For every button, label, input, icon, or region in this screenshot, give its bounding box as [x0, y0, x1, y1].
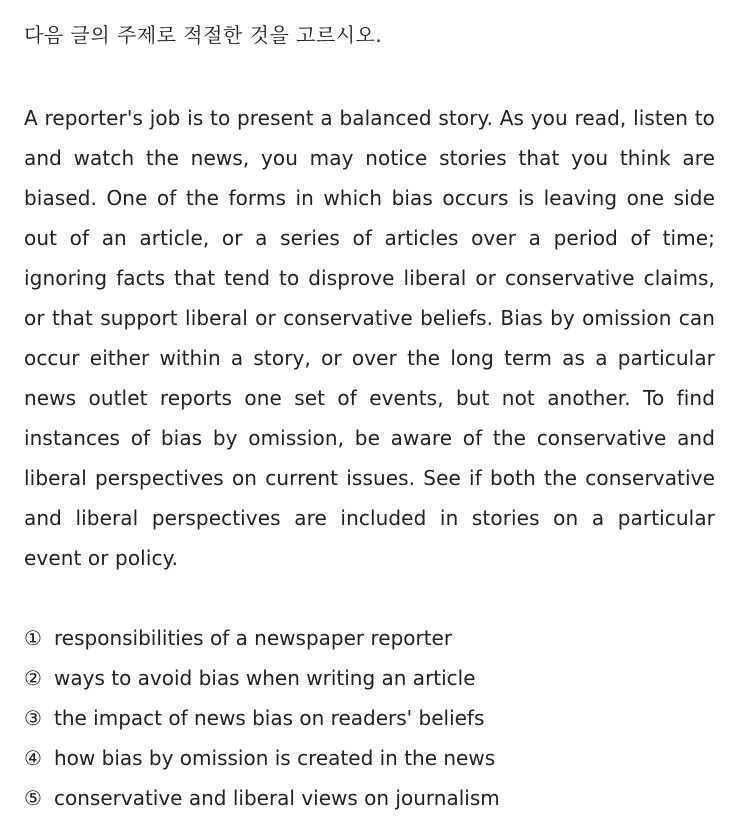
choice-text: how bias by omission is created in the news	[54, 746, 496, 770]
choice-number: ②	[24, 666, 42, 690]
choice-number: ④	[24, 746, 42, 770]
choice-text: conservative and liberal views on journalism	[54, 786, 500, 810]
choice-3[interactable]	[24, 698, 715, 738]
choice-4[interactable]	[24, 738, 715, 778]
choice-text: responsibilities of a newspaper reporter	[54, 626, 453, 650]
choice-2[interactable]	[24, 658, 715, 698]
choice-number: ③	[24, 706, 42, 730]
choice-number: ①	[24, 626, 42, 650]
choice-number: ⑤	[24, 786, 42, 810]
choice-text: the impact of news bias on readers' beliefs	[54, 706, 485, 730]
answer-choices	[24, 618, 715, 818]
choice-text: ways to avoid bias when writing an article	[54, 666, 476, 690]
reading-passage: A reporter's job is to present a balanced story. As you read, listen to and watch the news, you may notice stories that you think are biased. One of the forms in which bias occurs is leaving one side out of an article, or a series of articles over a period of time; ignoring facts that tend to disprove liberal or conservative claims, or that support liberal or conservative beliefs. Bias by omission can occur either within a story, or over the long term as a particular news outlet reports one set of events, but not another. To find instances of bias by omission, be aware of the conservative and liberal perspectives on current issues. See if both the conservative and liberal perspectives are included in stories on a particular event or policy.	[24, 106, 715, 570]
choice-5[interactable]	[24, 778, 715, 818]
question-prompt: 다음 글의 주제로 적절한 것을 고르시오.	[24, 23, 383, 47]
question-page	[24, 18, 715, 834]
choice-1[interactable]	[24, 618, 715, 658]
